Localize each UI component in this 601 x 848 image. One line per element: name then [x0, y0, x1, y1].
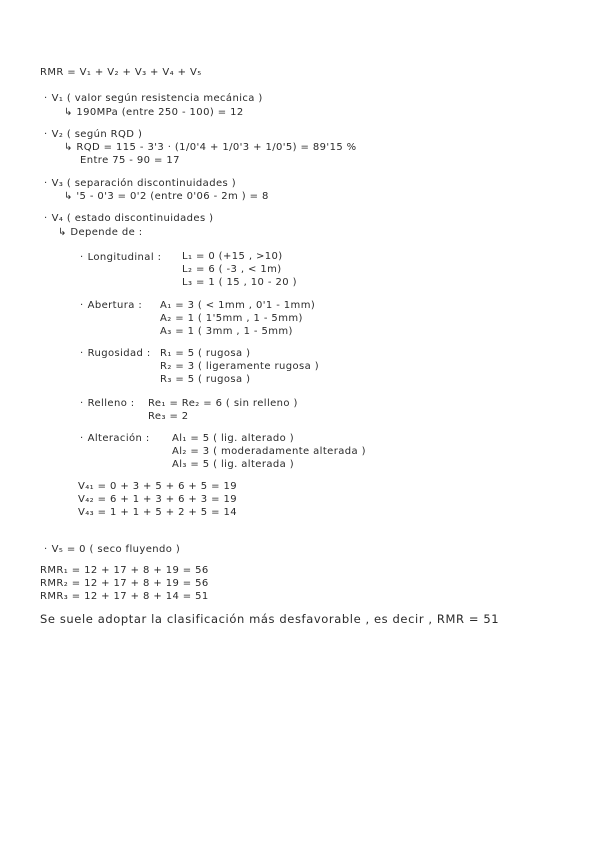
v4-heading: · V₄ ( estado discontinuidades ) — [44, 213, 213, 225]
v42-sum: V₄₂ = 6 + 1 + 3 + 6 + 3 = 19 — [78, 494, 238, 505]
relleno-label: · Relleno : — [80, 398, 135, 410]
abertura-a3: A₃ = 1 ( 3mm , 1 - 5mm) — [160, 326, 293, 337]
longitud-l3: L₃ = 1 ( 15 , 10 - 20 ) — [182, 277, 297, 288]
v2-heading: · V₂ ( según RQD ) — [44, 129, 142, 141]
rugosidad-r1: R₁ = 5 ( rugosa ) — [160, 348, 251, 359]
conclusion: Se suele adoptar la clasificación más desfavorable , es decir , RMR = 51 — [40, 612, 500, 626]
relleno-re1: Re₁ = Re₂ = 6 ( sin relleno ) — [148, 398, 298, 409]
v2-range: Entre 75 - 90 = 17 — [80, 155, 180, 166]
v1-heading: · V₁ ( valor según resistencia mecánica ) — [44, 93, 263, 105]
abertura-a1: A₁ = 3 ( < 1mm , 0'1 - 1mm) — [160, 300, 316, 311]
abertura-a2: A₂ = 1 ( 1'5mm , 1 - 5mm) — [160, 313, 303, 324]
v2-detail: ↳ RQD = 115 - 3'3 · (1/0'4 + 1/0'3 + 1/0'5) = 89'15 % — [64, 142, 357, 153]
v41-sum: V₄₁ = 0 + 3 + 5 + 6 + 5 = 19 — [78, 481, 238, 492]
v1-detail: ↳ 190MPa (entre 250 - 100) = 12 — [64, 107, 244, 118]
v3-heading: · V₃ ( separación discontinuidades ) — [44, 178, 236, 190]
v43-sum: V₄₃ = 1 + 1 + 5 + 2 + 5 = 14 — [78, 507, 238, 518]
longitud-l1: L₁ = 0 (+15 , >10) — [182, 251, 283, 262]
alteracion-label: · Alteración : — [80, 433, 150, 445]
longitud-label: · Longitudinal : — [80, 252, 161, 264]
abertura-label: · Abertura : — [80, 300, 142, 312]
alteracion-al1: Al₁ = 5 ( lig. alterado ) — [172, 433, 295, 444]
rmr-formula: RMR = V₁ + V₂ + V₃ + V₄ + V₅ — [40, 67, 202, 78]
alteracion-al2: Al₂ = 3 ( moderadamente alterada ) — [172, 446, 366, 457]
alteracion-al3: Al₃ = 5 ( lig. alterada ) — [172, 459, 295, 470]
rugosidad-r2: R₂ = 3 ( ligeramente rugosa ) — [160, 361, 320, 372]
rmr2-sum: RMR₂ = 12 + 17 + 8 + 19 = 56 — [40, 578, 209, 589]
rmr1-sum: RMR₁ = 12 + 17 + 8 + 19 = 56 — [40, 565, 209, 576]
v3-detail: ↳ '5 - 0'3 = 0'2 (entre 0'06 - 2m ) = 8 — [64, 191, 269, 202]
longitud-l2: L₂ = 6 ( -3 , < 1m) — [182, 264, 282, 275]
relleno-re3: Re₃ = 2 — [148, 411, 189, 422]
rugosidad-label: · Rugosidad : — [80, 348, 151, 360]
v4-depends: ↳ Depende de : — [58, 227, 143, 238]
rugosidad-r3: R₃ = 5 ( rugosa ) — [160, 374, 251, 385]
v5-heading: · V₅ = 0 ( seco fluyendo ) — [44, 544, 180, 556]
rmr3-sum: RMR₃ = 12 + 17 + 8 + 14 = 51 — [40, 591, 209, 602]
